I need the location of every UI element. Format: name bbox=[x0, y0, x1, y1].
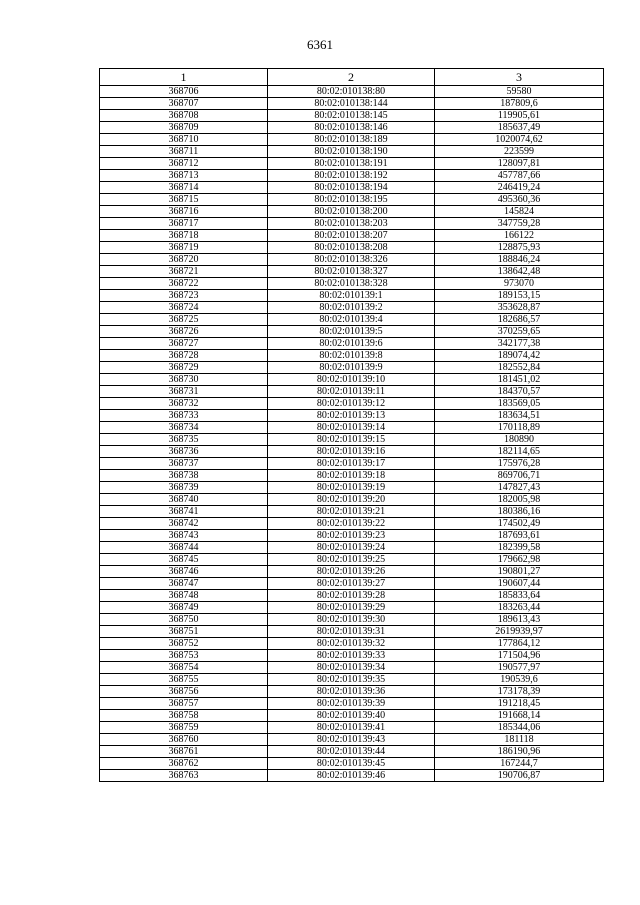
value-cell: 223599 bbox=[435, 146, 604, 158]
table-row bbox=[100, 170, 604, 182]
table-row bbox=[100, 578, 604, 590]
cadastral-number-cell: 80:02:010139:23 bbox=[268, 530, 435, 542]
table-row bbox=[100, 374, 604, 386]
value-cell: 457787,66 bbox=[435, 170, 604, 182]
table-row bbox=[100, 122, 604, 134]
value-cell: 186190,96 bbox=[435, 746, 604, 758]
table-row bbox=[100, 326, 604, 338]
value-cell: 182399,58 bbox=[435, 542, 604, 554]
row-number-cell: 368739 bbox=[100, 482, 268, 494]
row-number-cell: 368710 bbox=[100, 134, 268, 146]
row-number-cell: 368711 bbox=[100, 146, 268, 158]
value-cell: 183569,05 bbox=[435, 398, 604, 410]
row-number-cell: 368751 bbox=[100, 626, 268, 638]
cadastral-number-cell: 80:02:010138:203 bbox=[268, 218, 435, 230]
row-number-cell: 368714 bbox=[100, 182, 268, 194]
cadastral-number-cell: 80:02:010139:33 bbox=[268, 650, 435, 662]
cadastral-number-cell: 80:02:010138:144 bbox=[268, 98, 435, 110]
row-number-cell: 368758 bbox=[100, 710, 268, 722]
row-number-cell: 368708 bbox=[100, 110, 268, 122]
value-cell: 182686,57 bbox=[435, 314, 604, 326]
cadastral-number-cell: 80:02:010139:22 bbox=[268, 518, 435, 530]
value-cell: 180386,16 bbox=[435, 506, 604, 518]
row-number-cell: 368707 bbox=[100, 98, 268, 110]
value-cell: 174502,49 bbox=[435, 518, 604, 530]
table-row bbox=[100, 542, 604, 554]
table-row bbox=[100, 146, 604, 158]
table-row bbox=[100, 494, 604, 506]
value-cell: 191668,14 bbox=[435, 710, 604, 722]
value-cell: 190706,87 bbox=[435, 770, 604, 782]
value-cell: 179662,98 bbox=[435, 554, 604, 566]
value-cell: 973070 bbox=[435, 278, 604, 290]
cadastral-number-cell: 80:02:010139:35 bbox=[268, 674, 435, 686]
cadastral-number-cell: 80:02:010139:5 bbox=[268, 326, 435, 338]
value-cell: 370259,65 bbox=[435, 326, 604, 338]
row-number-cell: 368723 bbox=[100, 290, 268, 302]
row-number-cell: 368727 bbox=[100, 338, 268, 350]
cadastral-number-cell: 80:02:010138:191 bbox=[268, 158, 435, 170]
row-number-cell: 368754 bbox=[100, 662, 268, 674]
row-number-cell: 368729 bbox=[100, 362, 268, 374]
cadastral-number-cell: 80:02:010139:27 bbox=[268, 578, 435, 590]
row-number-cell: 368761 bbox=[100, 746, 268, 758]
table-row bbox=[100, 98, 604, 110]
row-number-cell: 368748 bbox=[100, 590, 268, 602]
table-row bbox=[100, 290, 604, 302]
table-row bbox=[100, 110, 604, 122]
value-cell: 166122 bbox=[435, 230, 604, 242]
row-number-cell: 368719 bbox=[100, 242, 268, 254]
row-number-cell: 368735 bbox=[100, 434, 268, 446]
row-number-cell: 368730 bbox=[100, 374, 268, 386]
table-row bbox=[100, 398, 604, 410]
table-row bbox=[100, 566, 604, 578]
row-number-cell: 368759 bbox=[100, 722, 268, 734]
row-number-cell: 368762 bbox=[100, 758, 268, 770]
cadastral-number-cell: 80:02:010139:26 bbox=[268, 566, 435, 578]
value-cell: 353628,87 bbox=[435, 302, 604, 314]
value-cell: 1020074,62 bbox=[435, 134, 604, 146]
cadastral-number-cell: 80:02:010139:34 bbox=[268, 662, 435, 674]
row-number-cell: 368706 bbox=[100, 86, 268, 98]
value-cell: 246419,24 bbox=[435, 182, 604, 194]
cadastral-number-cell: 80:02:010139:45 bbox=[268, 758, 435, 770]
row-number-cell: 368746 bbox=[100, 566, 268, 578]
value-cell: 187809,6 bbox=[435, 98, 604, 110]
table-row bbox=[100, 182, 604, 194]
value-cell: 145824 bbox=[435, 206, 604, 218]
row-number-cell: 368742 bbox=[100, 518, 268, 530]
cadastral-number-cell: 80:02:010138:195 bbox=[268, 194, 435, 206]
page-number: 6361 bbox=[307, 37, 333, 52]
value-cell: 190801,27 bbox=[435, 566, 604, 578]
table-row bbox=[100, 686, 604, 698]
value-cell: 184370,57 bbox=[435, 386, 604, 398]
header-row bbox=[100, 69, 604, 86]
cadastral-number-cell: 80:02:010139:29 bbox=[268, 602, 435, 614]
value-cell: 183263,44 bbox=[435, 602, 604, 614]
table-row bbox=[100, 530, 604, 542]
value-cell: 190607,44 bbox=[435, 578, 604, 590]
table-row bbox=[100, 674, 604, 686]
value-cell: 189074,42 bbox=[435, 350, 604, 362]
cadastral-number-cell: 80:02:010139:43 bbox=[268, 734, 435, 746]
cadastral-number-cell: 80:02:010139:15 bbox=[268, 434, 435, 446]
cadastral-number-cell: 80:02:010138:207 bbox=[268, 230, 435, 242]
row-number-cell: 368750 bbox=[100, 614, 268, 626]
cadastral-number-cell: 80:02:010138:208 bbox=[268, 242, 435, 254]
table-row bbox=[100, 86, 604, 98]
cadastral-number-cell: 80:02:010139:46 bbox=[268, 770, 435, 782]
column-header-1: 1 bbox=[100, 69, 268, 86]
row-number-cell: 368724 bbox=[100, 302, 268, 314]
value-cell: 170118,89 bbox=[435, 422, 604, 434]
table-row bbox=[100, 746, 604, 758]
table-row bbox=[100, 338, 604, 350]
table-row bbox=[100, 710, 604, 722]
table-row bbox=[100, 206, 604, 218]
value-cell: 2619939,97 bbox=[435, 626, 604, 638]
cadastral-number-cell: 80:02:010139:36 bbox=[268, 686, 435, 698]
row-number-cell: 368709 bbox=[100, 122, 268, 134]
cadastral-number-cell: 80:02:010139:31 bbox=[268, 626, 435, 638]
table-row bbox=[100, 662, 604, 674]
row-number-cell: 368728 bbox=[100, 350, 268, 362]
cadastral-number-cell: 80:02:010138:192 bbox=[268, 170, 435, 182]
table-row bbox=[100, 590, 604, 602]
column-header-3: 3 bbox=[435, 69, 604, 86]
table-row bbox=[100, 422, 604, 434]
cadastral-number-cell: 80:02:010139:9 bbox=[268, 362, 435, 374]
cadastral-number-cell: 80:02:010138:328 bbox=[268, 278, 435, 290]
value-cell: 167244,7 bbox=[435, 758, 604, 770]
row-number-cell: 368756 bbox=[100, 686, 268, 698]
cadastral-number-cell: 80:02:010139:39 bbox=[268, 698, 435, 710]
value-cell: 175976,28 bbox=[435, 458, 604, 470]
table-row bbox=[100, 734, 604, 746]
value-cell: 59580 bbox=[435, 86, 604, 98]
row-number-cell: 368744 bbox=[100, 542, 268, 554]
value-cell: 342177,38 bbox=[435, 338, 604, 350]
row-number-cell: 368747 bbox=[100, 578, 268, 590]
table-row bbox=[100, 770, 604, 782]
row-number-cell: 368712 bbox=[100, 158, 268, 170]
cadastral-number-cell: 80:02:010139:11 bbox=[268, 386, 435, 398]
cadastral-number-cell: 80:02:010139:24 bbox=[268, 542, 435, 554]
cadastral-number-cell: 80:02:010138:146 bbox=[268, 122, 435, 134]
cadastral-number-cell: 80:02:010139:16 bbox=[268, 446, 435, 458]
table-row bbox=[100, 302, 604, 314]
table-row bbox=[100, 446, 604, 458]
value-cell: 185344,06 bbox=[435, 722, 604, 734]
cadastral-number-cell: 80:02:010139:30 bbox=[268, 614, 435, 626]
value-cell: 189613,43 bbox=[435, 614, 604, 626]
row-number-cell: 368713 bbox=[100, 170, 268, 182]
row-number-cell: 368731 bbox=[100, 386, 268, 398]
table-row bbox=[100, 470, 604, 482]
table-row bbox=[100, 458, 604, 470]
cadastral-number-cell: 80:02:010139:32 bbox=[268, 638, 435, 650]
row-number-cell: 368738 bbox=[100, 470, 268, 482]
value-cell: 182552,84 bbox=[435, 362, 604, 374]
row-number-cell: 368733 bbox=[100, 410, 268, 422]
table-row bbox=[100, 362, 604, 374]
table-row bbox=[100, 242, 604, 254]
row-number-cell: 368726 bbox=[100, 326, 268, 338]
row-number-cell: 368755 bbox=[100, 674, 268, 686]
table-row bbox=[100, 410, 604, 422]
value-cell: 138642,48 bbox=[435, 266, 604, 278]
table-row bbox=[100, 266, 604, 278]
cadastral-number-cell: 80:02:010139:21 bbox=[268, 506, 435, 518]
row-number-cell: 368753 bbox=[100, 650, 268, 662]
table-row bbox=[100, 506, 604, 518]
value-cell: 189153,15 bbox=[435, 290, 604, 302]
table-row bbox=[100, 698, 604, 710]
column-header-2: 2 bbox=[268, 69, 435, 86]
cadastral-number-cell: 80:02:010139:44 bbox=[268, 746, 435, 758]
table-row bbox=[100, 638, 604, 650]
value-cell: 182114,65 bbox=[435, 446, 604, 458]
value-cell: 347759,28 bbox=[435, 218, 604, 230]
cadastral-number-cell: 80:02:010139:17 bbox=[268, 458, 435, 470]
row-number-cell: 368743 bbox=[100, 530, 268, 542]
row-number-cell: 368757 bbox=[100, 698, 268, 710]
row-number-cell: 368737 bbox=[100, 458, 268, 470]
cadastral-number-cell: 80:02:010139:2 bbox=[268, 302, 435, 314]
row-number-cell: 368717 bbox=[100, 218, 268, 230]
row-number-cell: 368741 bbox=[100, 506, 268, 518]
cadastral-number-cell: 80:02:010138:200 bbox=[268, 206, 435, 218]
cadastral-number-cell: 80:02:010139:6 bbox=[268, 338, 435, 350]
table-row bbox=[100, 650, 604, 662]
cadastral-number-cell: 80:02:010138:194 bbox=[268, 182, 435, 194]
row-number-cell: 368752 bbox=[100, 638, 268, 650]
cadastral-number-cell: 80:02:010139:25 bbox=[268, 554, 435, 566]
table-row bbox=[100, 386, 604, 398]
value-cell: 187693,61 bbox=[435, 530, 604, 542]
cadastral-number-cell: 80:02:010138:189 bbox=[268, 134, 435, 146]
table-row bbox=[100, 158, 604, 170]
value-cell: 190539,6 bbox=[435, 674, 604, 686]
value-cell: 183634,51 bbox=[435, 410, 604, 422]
cadastral-number-cell: 80:02:010139:13 bbox=[268, 410, 435, 422]
row-number-cell: 368763 bbox=[100, 770, 268, 782]
value-cell: 128875,93 bbox=[435, 242, 604, 254]
table-row bbox=[100, 230, 604, 242]
row-number-cell: 368749 bbox=[100, 602, 268, 614]
table-row bbox=[100, 434, 604, 446]
cadastral-number-cell: 80:02:010139:28 bbox=[268, 590, 435, 602]
table-row bbox=[100, 218, 604, 230]
table-row bbox=[100, 194, 604, 206]
row-number-cell: 368760 bbox=[100, 734, 268, 746]
cadastral-number-cell: 80:02:010139:41 bbox=[268, 722, 435, 734]
table-row bbox=[100, 614, 604, 626]
cadastral-number-cell: 80:02:010139:18 bbox=[268, 470, 435, 482]
row-number-cell: 368720 bbox=[100, 254, 268, 266]
table-header bbox=[100, 69, 604, 86]
cadastral-number-cell: 80:02:010138:80 bbox=[268, 86, 435, 98]
row-number-cell: 368740 bbox=[100, 494, 268, 506]
table-row bbox=[100, 350, 604, 362]
cadastral-number-cell: 80:02:010139:8 bbox=[268, 350, 435, 362]
cadastral-number-cell: 80:02:010139:4 bbox=[268, 314, 435, 326]
value-cell: 181451,02 bbox=[435, 374, 604, 386]
table-row bbox=[100, 134, 604, 146]
value-cell: 185833,64 bbox=[435, 590, 604, 602]
table-row bbox=[100, 518, 604, 530]
row-number-cell: 368718 bbox=[100, 230, 268, 242]
table-row bbox=[100, 482, 604, 494]
row-number-cell: 368732 bbox=[100, 398, 268, 410]
value-cell: 190577,97 bbox=[435, 662, 604, 674]
cadastral-number-cell: 80:02:010139:40 bbox=[268, 710, 435, 722]
row-number-cell: 368722 bbox=[100, 278, 268, 290]
table-row bbox=[100, 254, 604, 266]
table-row bbox=[100, 314, 604, 326]
row-number-cell: 368715 bbox=[100, 194, 268, 206]
table-row bbox=[100, 554, 604, 566]
table-row bbox=[100, 602, 604, 614]
row-number-cell: 368716 bbox=[100, 206, 268, 218]
value-cell: 191218,45 bbox=[435, 698, 604, 710]
value-cell: 180890 bbox=[435, 434, 604, 446]
row-number-cell: 368736 bbox=[100, 446, 268, 458]
value-cell: 147827,43 bbox=[435, 482, 604, 494]
value-cell: 119905,61 bbox=[435, 110, 604, 122]
table-row bbox=[100, 278, 604, 290]
row-number-cell: 368734 bbox=[100, 422, 268, 434]
table-row bbox=[100, 626, 604, 638]
registry-table bbox=[99, 68, 604, 782]
value-cell: 181118 bbox=[435, 734, 604, 746]
value-cell: 177864,12 bbox=[435, 638, 604, 650]
cadastral-number-cell: 80:02:010138:327 bbox=[268, 266, 435, 278]
value-cell: 869706,71 bbox=[435, 470, 604, 482]
row-number-cell: 368725 bbox=[100, 314, 268, 326]
cadastral-number-cell: 80:02:010139:14 bbox=[268, 422, 435, 434]
table-row bbox=[100, 722, 604, 734]
cadastral-number-cell: 80:02:010139:12 bbox=[268, 398, 435, 410]
value-cell: 128097,81 bbox=[435, 158, 604, 170]
cadastral-number-cell: 80:02:010138:326 bbox=[268, 254, 435, 266]
cadastral-number-cell: 80:02:010139:19 bbox=[268, 482, 435, 494]
cadastral-number-cell: 80:02:010139:20 bbox=[268, 494, 435, 506]
cadastral-number-cell: 80:02:010139:10 bbox=[268, 374, 435, 386]
cadastral-number-cell: 80:02:010138:145 bbox=[268, 110, 435, 122]
table-row bbox=[100, 758, 604, 770]
value-cell: 185637,49 bbox=[435, 122, 604, 134]
cadastral-number-cell: 80:02:010139:1 bbox=[268, 290, 435, 302]
value-cell: 495360,36 bbox=[435, 194, 604, 206]
value-cell: 173178,39 bbox=[435, 686, 604, 698]
value-cell: 171504,96 bbox=[435, 650, 604, 662]
cadastral-number-cell: 80:02:010138:190 bbox=[268, 146, 435, 158]
value-cell: 188846,24 bbox=[435, 254, 604, 266]
row-number-cell: 368745 bbox=[100, 554, 268, 566]
value-cell: 182005,98 bbox=[435, 494, 604, 506]
table-body bbox=[100, 86, 604, 782]
row-number-cell: 368721 bbox=[100, 266, 268, 278]
